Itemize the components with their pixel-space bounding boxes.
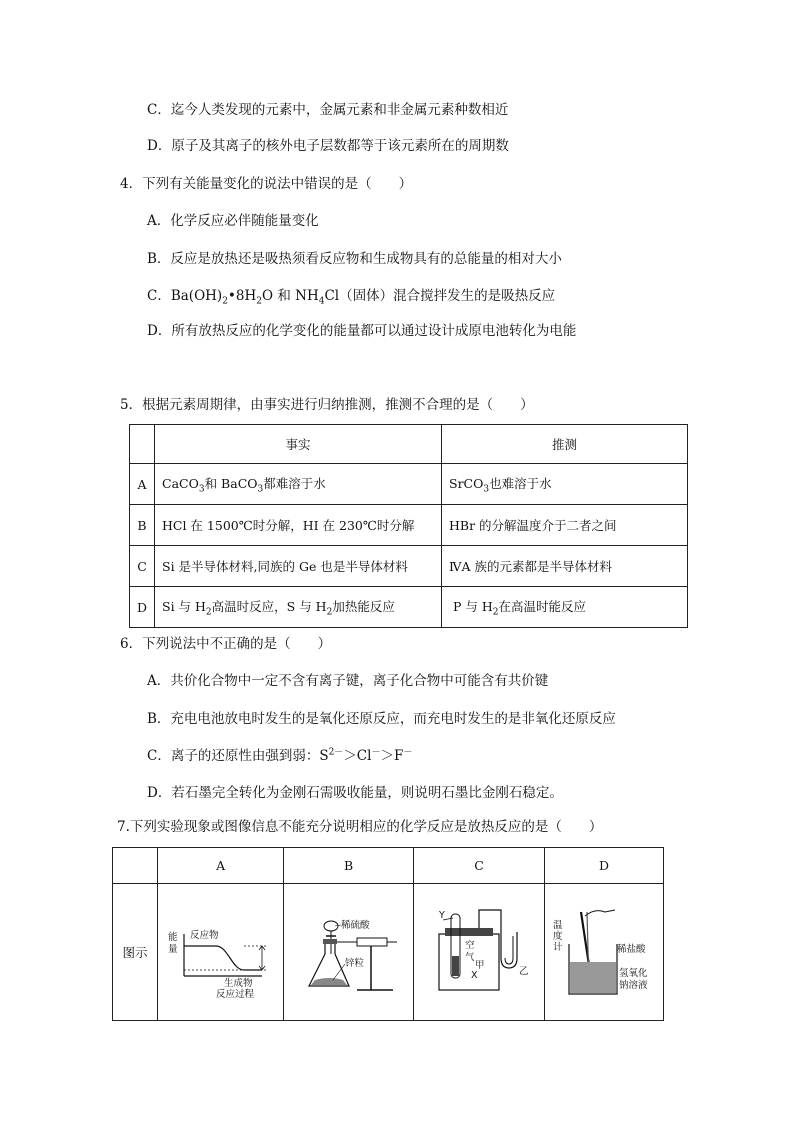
fig-d-therm-1: 温 <box>553 920 563 931</box>
q5-row-infer: HBr 的分解温度介于二者之间 <box>442 505 688 546</box>
fig-b-acid-label: 稀硫酸 <box>340 920 370 931</box>
figure-d-beaker-thermometer <box>545 884 664 1021</box>
q5-table <box>129 424 688 628</box>
q6-option-a: A．共价化合物中一定不含有离子键，离子化合物中可能含有共价键 <box>147 673 549 689</box>
fig-a-xlabel: 反应过程 <box>215 989 254 998</box>
q7-header-a: A <box>158 848 284 884</box>
q5-row-infer: SrCO$_3$也难溶于水 <box>442 464 688 505</box>
q5-header-fact: 事实 <box>155 425 442 464</box>
q7-figure-row <box>113 884 664 1021</box>
q5-row-infer: P 与 $H_2$在高温时能反应 <box>442 587 688 628</box>
beaker-thermometer-graphic <box>545 904 663 1000</box>
flask-apparatus-graphic <box>293 906 405 998</box>
table-row <box>130 505 688 546</box>
q5-row-label: D <box>130 587 155 628</box>
q5-row-label: B <box>130 505 155 546</box>
q7-table-header <box>113 848 664 884</box>
table-row <box>130 546 688 587</box>
q4-option-a: A．化学反应必伴随能量变化 <box>147 213 319 229</box>
q7-table <box>112 847 664 1021</box>
q4-stem: 4．下列有关能量变化的说法中错误的是（ ） <box>120 176 413 192</box>
q5-row-fact: Si 与 $H_2$高温时反应，S 与 $H_2$加热能反应 <box>155 587 442 628</box>
fig-d-base-2: 钠溶液 <box>619 980 648 991</box>
q7-header-d: D <box>545 848 664 884</box>
table-row <box>130 587 688 628</box>
q5-stem: 5．根据元素周期律，由事实进行归纳推测，推测不合理的是（ ） <box>120 397 534 413</box>
q3-option-c: C．迄今人类发现的元素中，金属元素和非金属元素种数相近 <box>147 102 509 118</box>
fig-d-base-1: 氢氧化 <box>619 968 648 979</box>
q5-header-infer: 推测 <box>442 425 688 464</box>
fig-a-product: 生成物 <box>223 978 253 989</box>
figure-c-u-tube-apparatus <box>414 884 545 1021</box>
q7-row-label: 图示 <box>113 884 158 1021</box>
q5-row-infer: ⅣA 族的元素都是半导体材料 <box>442 546 688 587</box>
fig-d-therm-3: 计 <box>553 942 563 953</box>
q4-option-d: D．所有放热反应的化学变化的能量都可以通过设计成原电池转化为电能 <box>147 323 577 339</box>
q4-option-b: B．反应是放热还是吸热须看反应物和生成物具有的总能量的相对大小 <box>147 251 562 267</box>
fig-c-air-2: 气 <box>465 952 475 963</box>
q5-table-header <box>130 425 688 464</box>
fig-a-reactant: 反应物 <box>189 930 219 941</box>
fig-a-ylabel-1: 能 <box>167 932 178 943</box>
q3-option-d: D．原子及其离子的核外电子层数都等于该元素所在的周期数 <box>147 138 509 154</box>
figure-b-flask-apparatus <box>284 884 414 1021</box>
fig-c-x-label: X <box>471 970 478 981</box>
q5-row-fact: HCl 在 1500℃时分解，HI 在 230℃时分解 <box>155 505 442 546</box>
fig-c-a-label: 甲 <box>475 960 485 971</box>
fig-c-y-label: Y <box>439 910 445 921</box>
q6-option-b: B．充电电池放电时发生的是氧化还原反应，而充电时发生的是非氧化还原反应 <box>147 711 616 727</box>
q4-option-c: C．$Ba(OH)_2•8H_2O$ 和 $NH_4Cl$（固体）混合搅拌发生的是吸热反应 <box>147 288 556 307</box>
fig-a-ylabel-2: 量 <box>167 944 178 955</box>
q7-header-c: C <box>414 848 545 884</box>
q5-row-fact: Si 是半导体材料,同族的 Ge 也是半导体材料 <box>155 546 442 587</box>
q5-row-fact: CaCO$_3$和 BaCO$_3$都难溶于水 <box>155 464 442 505</box>
q6-option-d: D．若石墨完全转化为金刚石需吸收能量，则说明石墨比金刚石稳定。 <box>147 785 563 801</box>
q5-row-label: C <box>130 546 155 587</box>
energy-diagram-graphic <box>166 906 276 998</box>
fig-d-therm-2: 度 <box>553 931 563 942</box>
q7-stem: 7.下列实验现象或图像信息不能充分说明相应的化学反应是放热反应的是（ ） <box>117 819 603 835</box>
fig-d-acid-label: 稀盐酸 <box>617 944 646 955</box>
fig-c-air-1: 空 <box>465 940 475 951</box>
table-row <box>130 464 688 505</box>
fig-c-b-label: 乙 <box>519 966 529 977</box>
q5-row-label: A <box>130 464 155 505</box>
u-tube-apparatus-graphic <box>423 904 535 1000</box>
q6-option-c: C．离子的还原性由强到弱：$S^{2-}>Cl^->F^-$ <box>147 747 413 764</box>
q6-stem: 6．下列说法中不正确的是（ ） <box>120 636 332 652</box>
q7-header-b: B <box>284 848 414 884</box>
fig-b-solid-label: 锌粒 <box>344 958 364 969</box>
figure-a-energy-diagram <box>158 884 284 1021</box>
